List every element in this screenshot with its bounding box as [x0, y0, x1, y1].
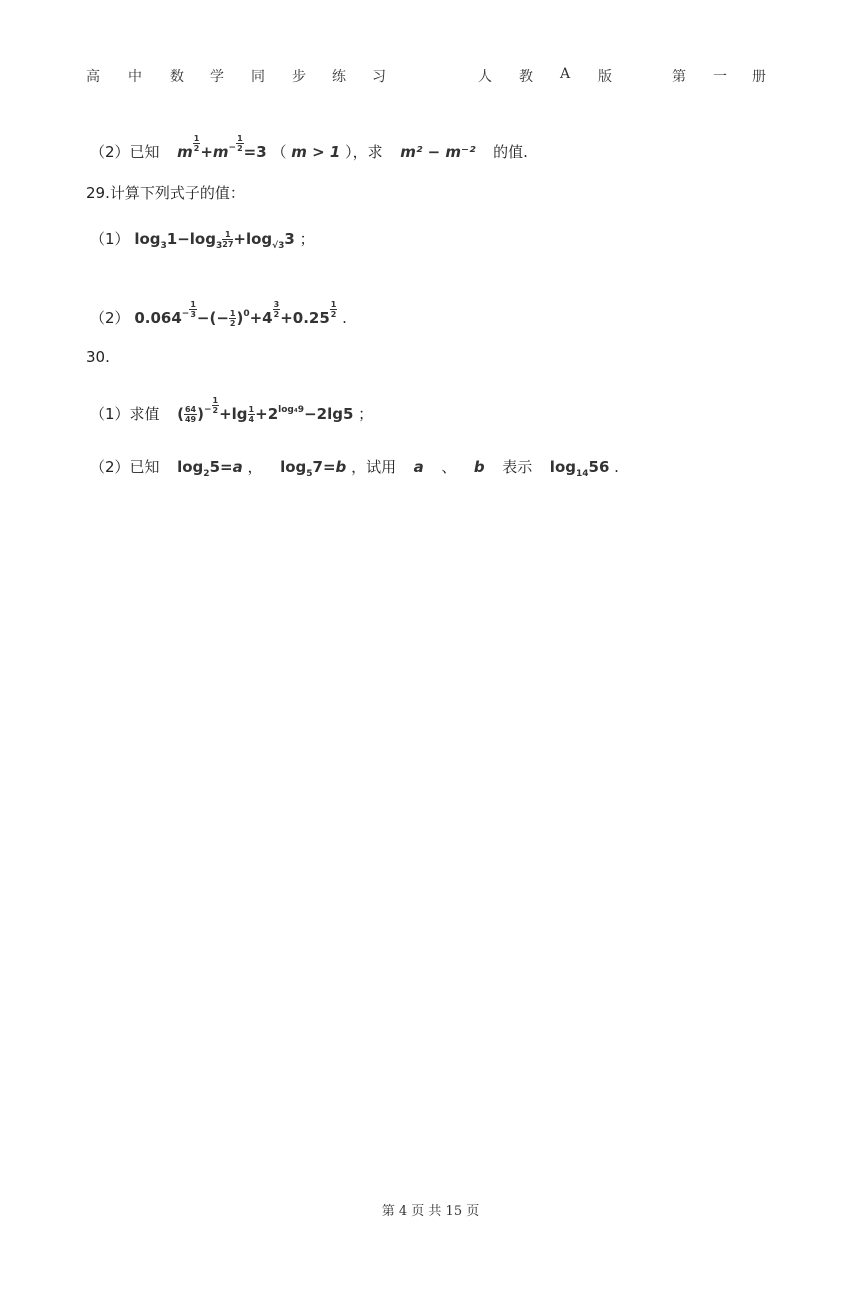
question-28-part-2: [90, 134, 528, 162]
given-log2: $\log_25=a$: [177, 458, 243, 479]
express-text: 表示: [502, 458, 533, 476]
header-char: 中: [128, 69, 142, 85]
separator-comma: ，: [247, 458, 263, 476]
header-char: 第: [672, 69, 686, 85]
page-footer: 第 4 页 共 15 页: [381, 1204, 480, 1219]
part-label: （2）已知: [90, 143, 160, 161]
variable-a: a: [413, 458, 424, 476]
header-char: 步: [292, 69, 306, 85]
part-label: （2）: [90, 309, 130, 327]
part-label: （1）: [90, 230, 130, 248]
part-suffix: .: [614, 458, 619, 476]
header-char: 高: [86, 69, 100, 85]
header-char: 版: [598, 69, 612, 85]
question-30-part-1: [90, 396, 373, 424]
header-char: 学: [210, 69, 224, 85]
header-char: 练: [332, 69, 346, 85]
question-30-part-2: [90, 456, 619, 479]
header-char: 册: [752, 69, 766, 85]
question-29-part-1: [90, 228, 315, 251]
page-header: [86, 66, 776, 86]
header-char: 人: [478, 69, 492, 85]
header-char: 教: [519, 69, 533, 85]
evaluate-expression: ( $\frac{64}{49}$ )− $\frac{1}{2}$ +lg $\frac{1}{4}$ $+2^{log_49}-2\lg 5$: [177, 396, 354, 424]
header-char: 习: [372, 69, 386, 85]
question-29-part-2: [90, 300, 347, 328]
variable-b: b: [473, 458, 485, 476]
separator-dun: 、: [441, 458, 457, 476]
part-suffix: ；: [358, 405, 374, 423]
header-char: 数: [170, 69, 184, 85]
question-30-title: 30.: [86, 348, 110, 366]
condition-close: ），求: [345, 143, 383, 161]
condition-math: m > 1: [291, 143, 341, 161]
part-label: （2）已知: [90, 458, 160, 476]
question-29-title: 29.计算下列式子的值：: [86, 184, 245, 202]
target-log14: $\log_{14}56$: [549, 458, 610, 479]
given-log5: $\log_57=b$: [280, 458, 347, 479]
part-suffix: ；: [299, 230, 315, 248]
equation-m: m $\frac{1}{2}$ +m− $\frac{1}{2}$ =3: [177, 134, 267, 161]
condition-open: （: [271, 143, 287, 161]
separator-text: ，试用: [351, 458, 397, 476]
header-char: 同: [251, 69, 265, 85]
question-suffix: 的值.: [493, 143, 528, 161]
log-expression-1: $\log_31-\log_3$ $\frac{1}{27}$ $+\log_{√3}3$: [134, 230, 295, 251]
header-char: A: [560, 66, 571, 82]
target-expression: m² − m⁻²: [400, 143, 476, 161]
power-expression: 0.064− $\frac{1}{3}$ −(− $\frac{1}{2}$ )$^0$+4 $\frac{3}{2}$ +0.25 $\frac{1}{2}$: [134, 300, 337, 328]
part-suffix: .: [342, 309, 347, 327]
part-label: （1）求值: [90, 405, 160, 423]
header-char: 一: [713, 69, 727, 85]
